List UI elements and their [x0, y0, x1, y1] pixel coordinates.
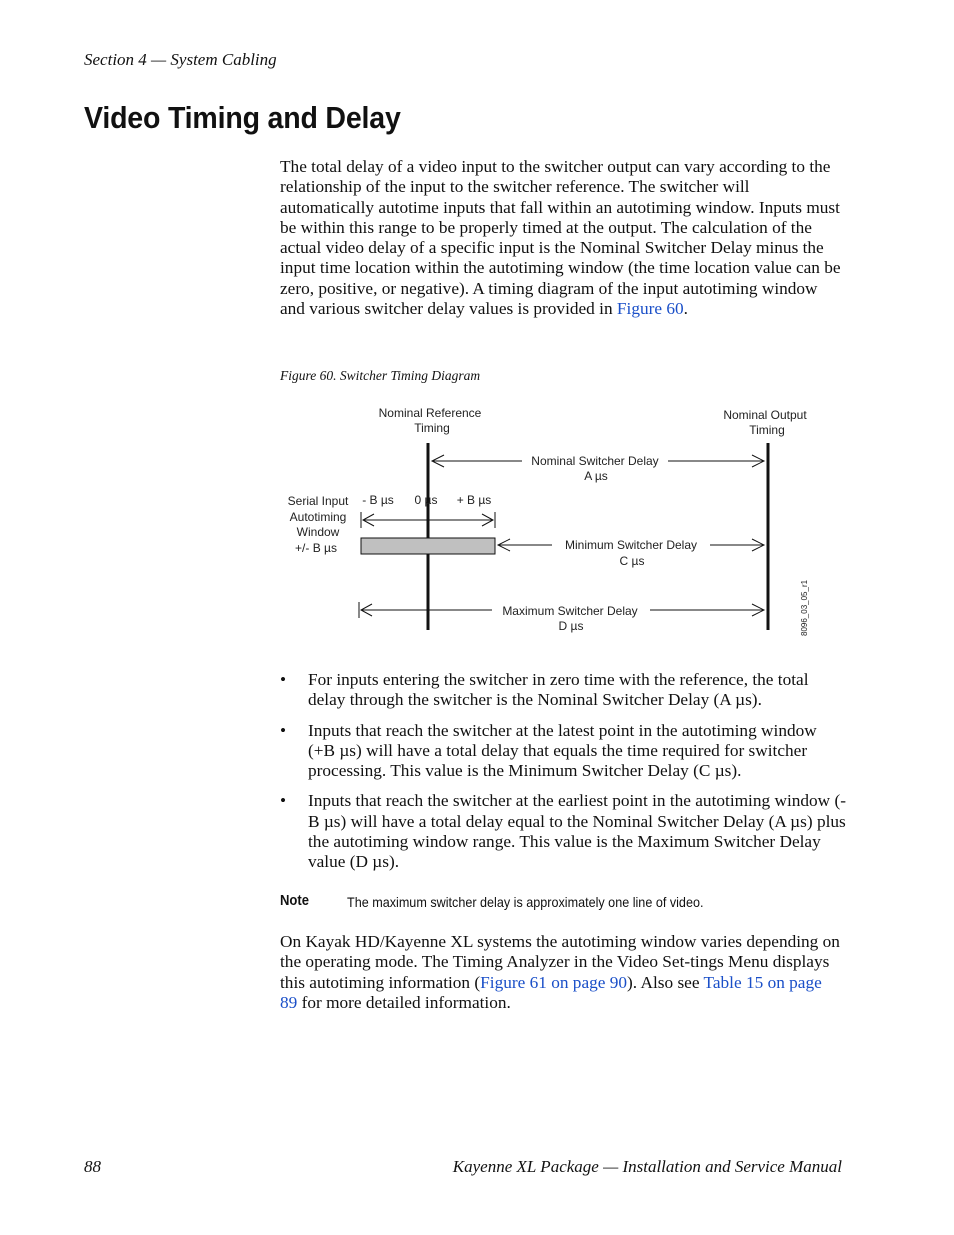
figure-caption: Figure 60. Switcher Timing Diagram — [280, 368, 481, 383]
figure-60-link[interactable]: Figure 60 — [616, 299, 684, 319]
nominal-delay-label-2: A µs — [584, 469, 608, 483]
table-15-link[interactable]: Table 15 on page 89 — [280, 972, 822, 1012]
nominal-reference-label-1: Nominal Reference — [378, 406, 482, 420]
window-label-1: Serial Input — [287, 494, 349, 508]
closing-text-2: ). Also see — [627, 972, 704, 992]
minimum-delay-label-2: C µs — [619, 554, 645, 568]
intro-end: . — [683, 299, 688, 319]
closing-paragraph — [280, 932, 842, 1013]
bullet-text: Inputs that reach the switcher at the earliest point in the autotiming window (-B µs) will have a total delay equal to the Nominal Switcher Delay (A µs) plus the autotiming window range. This value is the Maximum Switcher Delay value (D µs). — [308, 791, 846, 872]
autotiming-window-box — [361, 538, 495, 554]
bullet-symbol: • — [280, 670, 287, 689]
figure-id: 8096_03_05_r1 — [800, 579, 809, 636]
switcher-timing-diagram — [270, 395, 830, 645]
nominal-delay-label-1: Nominal Switcher Delay — [531, 454, 659, 468]
figure-61-link[interactable]: Figure 61 on page 90 — [480, 972, 628, 992]
list-item — [280, 791, 846, 872]
list-item — [280, 670, 846, 711]
page-title: Video Timing and Delay — [84, 100, 401, 135]
bullet-text: For inputs entering the switcher in zero time with the reference, the total delay through the switcher is the Nominal Switcher Delay (A µs). — [308, 670, 809, 710]
nominal-output-label-1: Nominal Output — [723, 408, 807, 422]
tick-minus-b: - B µs — [362, 493, 394, 507]
closing-text-1: On Kayak HD/Kayenne XL systems the autotiming window varies depending on the operating mode. The Timing Analyzer in the Video Set-tings Menu displays this autotiming information ( — [280, 932, 840, 992]
nominal-output-label-2: Timing — [749, 423, 785, 437]
maximum-delay-label-1: Maximum Switcher Delay — [502, 604, 638, 618]
window-label-3: Window — [296, 525, 340, 539]
window-label-4: +/- B µs — [295, 541, 337, 555]
bullet-text: Inputs that reach the switcher at the latest point in the autotiming window (+B µs) will have a total delay that equals the time required for switcher processing. This value is the Minimum Switcher Delay (C µs). — [308, 720, 817, 781]
window-label-2: Autotiming — [289, 510, 347, 524]
note-text: The maximum switcher delay is approximately one line of video. — [347, 894, 704, 910]
closing-text-3: for more detailed information. — [297, 992, 511, 1012]
list-item — [280, 721, 846, 782]
intro-paragraph — [280, 157, 842, 319]
running-header: Section 4 — System Cabling — [84, 50, 277, 69]
manual-title: Kayenne XL Package — Installation and Service Manual — [452, 1157, 842, 1176]
bullet-list — [280, 670, 846, 883]
intro-text: The total delay of a video input to the switcher output can vary according to the relationship of the input to the switcher reference. The switcher will automatically autotime inputs that fall within an autotiming window. Inputs must be within this range to be properly timed at the output. The calculation of the actual video delay of a specific input is the Nominal Switcher Delay minus the input time location within the autotiming window (the time location value can be zero, positive, or negative). A timing diagram of the input autotiming window and various switcher delay values is provided in — [280, 157, 841, 319]
note-label: Note — [280, 893, 310, 909]
bullet-symbol: • — [280, 791, 287, 811]
nominal-reference-label-2: Timing — [414, 421, 450, 435]
minimum-delay-label-1: Minimum Switcher Delay — [564, 538, 698, 552]
maximum-delay-label-2: D µs — [558, 619, 584, 633]
bullet-symbol: • — [280, 720, 287, 740]
tick-plus-b: + B µs — [456, 493, 492, 507]
page-number: 88 — [84, 1157, 101, 1176]
tick-zero: 0 µs — [414, 493, 438, 507]
